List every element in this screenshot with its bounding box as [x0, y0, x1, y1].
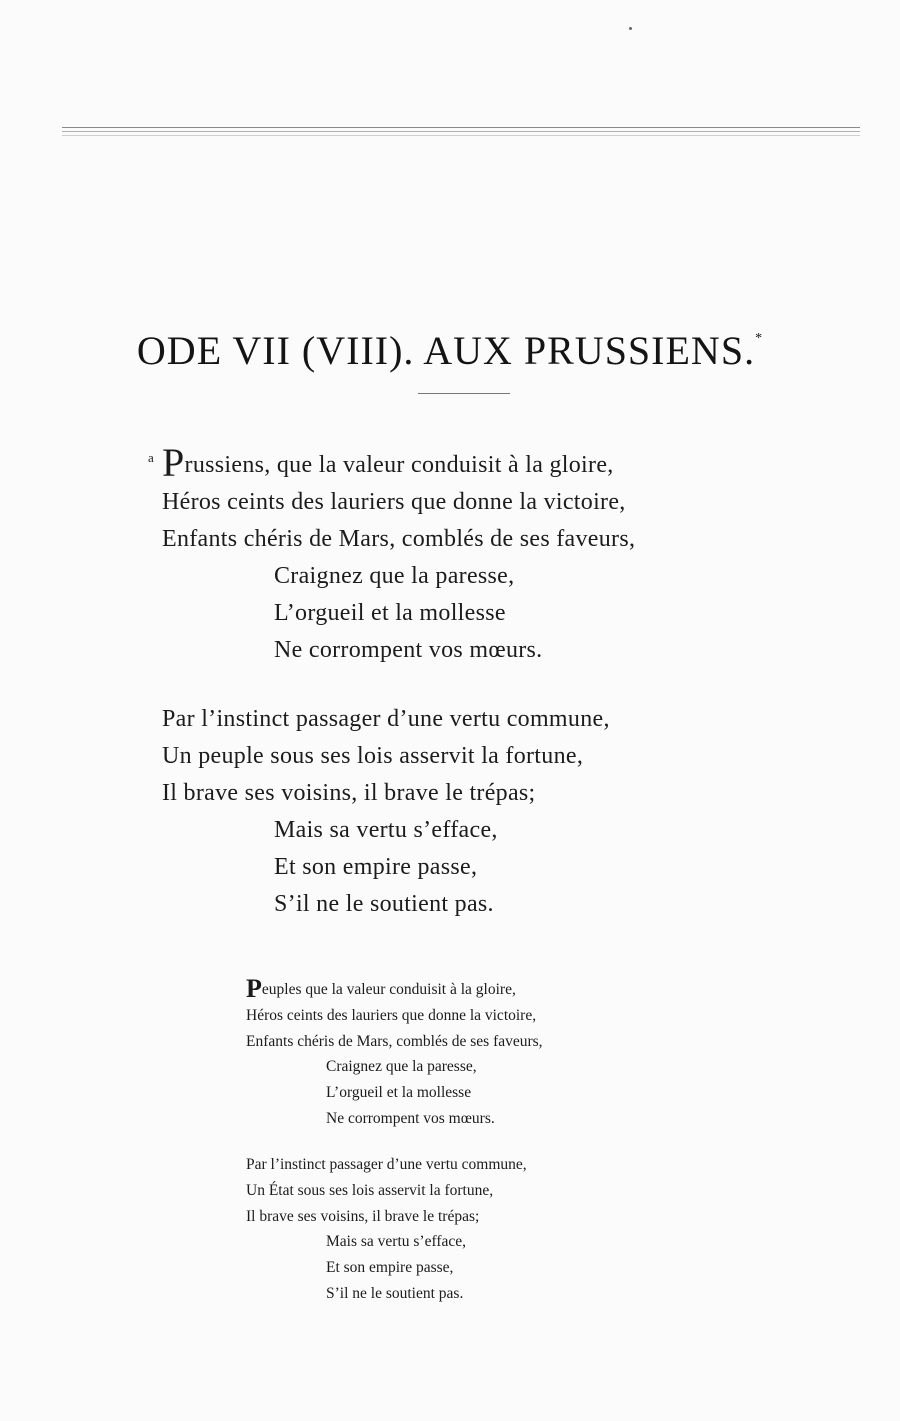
verse-line-indented: Mais sa vertu s’efface, — [274, 817, 498, 843]
verse-line: Par l’instinct passager d’une vertu commune, — [246, 1156, 527, 1173]
verse-line: Un peuple sous ses lois asservit la fortune, — [162, 743, 584, 769]
ode-title-text: ODE VII (VIII). AUX PRUSSIENS. — [136, 327, 756, 373]
verse-line-indented: L’orgueil et la mollesse — [326, 1084, 472, 1102]
verse-line: Enfants chéris de Mars, comblés de ses faveurs, — [246, 1032, 543, 1050]
verse-line-indented: Ne corrompent vos mœurs. — [326, 1109, 495, 1127]
title-divider — [418, 393, 510, 394]
verse-line: Un État sous ses lois asservit la fortune, — [246, 1181, 494, 1199]
small-stanza-1 — [246, 974, 543, 1132]
verse-line-indented: S’il ne le soutient pas. — [274, 891, 494, 917]
verse-line: Enfants chéris de Mars, comblés de ses faveurs, — [162, 526, 636, 552]
ode-title — [0, 327, 900, 374]
verse-line-indented: L’orgueil et la mollesse — [274, 600, 506, 626]
verse-line: Héros ceints des lauriers que donne la victoire, — [162, 489, 626, 515]
verse-line-indented: Et son empire passe, — [326, 1259, 454, 1277]
verse-line: Il brave ses voisins, il brave le trépas; — [246, 1207, 480, 1225]
verse-text: euples que la valeur conduisit à la gloire, — [261, 981, 516, 998]
verse-line — [246, 974, 543, 1003]
small-stanza-2 — [246, 1152, 527, 1307]
verse-line: Par l’instinct passager d’une vertu commune, — [162, 706, 610, 732]
verse-text: russiens, que la valeur conduisit à la gloire, — [184, 452, 614, 478]
verse-line-indented: Craignez que la paresse, — [274, 563, 515, 589]
top-rule — [62, 127, 860, 128]
footnote-marker: a — [148, 450, 155, 465]
top-rule-secondary — [62, 131, 860, 132]
ink-speck — [629, 27, 632, 30]
title-asterisk: * — [755, 330, 764, 346]
verse-line: Héros ceints des lauriers que donne la victoire, — [246, 1006, 537, 1024]
drop-cap: P — [246, 974, 262, 1003]
top-rule-tertiary — [62, 135, 860, 136]
verse-line-indented: Ne corrompent vos mœurs. — [274, 637, 543, 663]
drop-cap: P — [162, 440, 185, 485]
verse-line-indented: Mais sa vertu s’efface, — [326, 1233, 467, 1251]
large-stanza-1 — [148, 440, 636, 669]
verse-line — [148, 440, 635, 485]
verse-line: Il brave ses voisins, il brave le trépas; — [162, 780, 536, 806]
verse-line-indented: Craignez que la paresse, — [326, 1058, 477, 1076]
large-stanza-2 — [162, 701, 610, 923]
verse-line-indented: Et son empire passe, — [274, 854, 478, 880]
verse-line-indented: S’il ne le soutient pas. — [326, 1284, 464, 1302]
